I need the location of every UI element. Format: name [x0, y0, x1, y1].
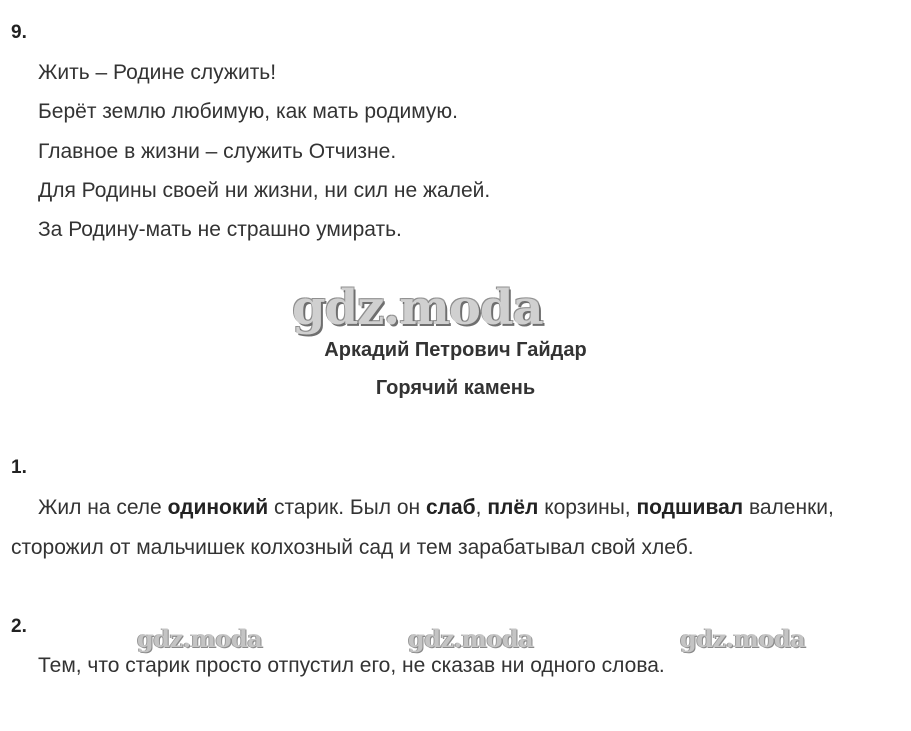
proverb-line: Берёт землю любимую, как мать родимую.	[38, 100, 459, 123]
answer-text: Жил на селе	[38, 496, 168, 519]
answer-text: старик. Был он	[268, 496, 426, 519]
answer-text: ,	[475, 496, 488, 519]
story-title: Горячий камень	[375, 377, 536, 399]
answer-text: валенки,	[743, 496, 834, 519]
watermark-logo: gdz.moda	[137, 624, 263, 653]
answer-line-2: сторожил от мальчишек колхозный сад и тем зарабатывал свой хлеб.	[11, 536, 694, 559]
task-number-9: 9.	[11, 22, 27, 43]
watermark-logo: gdz.moda	[408, 624, 534, 653]
proverb-line: Главное в жизни – служить Отчизне.	[38, 140, 397, 163]
bold-word: одинокий	[167, 496, 269, 519]
proverb-line: Для Родины своей ни жизни, ни сил не жалей.	[38, 179, 491, 202]
answer-text: корзины,	[538, 496, 637, 519]
watermark-logo: gdz.moda	[292, 280, 543, 336]
watermark-logo: gdz.moda	[680, 624, 806, 653]
task-number-1: 1.	[11, 457, 27, 478]
bold-word: плёл	[487, 496, 539, 519]
proverb-line: За Родину-мать не страшно умирать.	[38, 218, 402, 241]
author-name: Аркадий Петрович Гайдар	[324, 339, 587, 361]
proverb-line: Жить – Родине служить!	[38, 61, 277, 84]
task-number-2: 2.	[11, 616, 27, 637]
answer-line-1	[38, 496, 834, 520]
answer-line: Тем, что старик просто отпустил его, не сказав ни одного слова.	[38, 654, 665, 677]
bold-word: подшивал	[636, 496, 744, 519]
bold-word: слаб	[425, 496, 476, 519]
